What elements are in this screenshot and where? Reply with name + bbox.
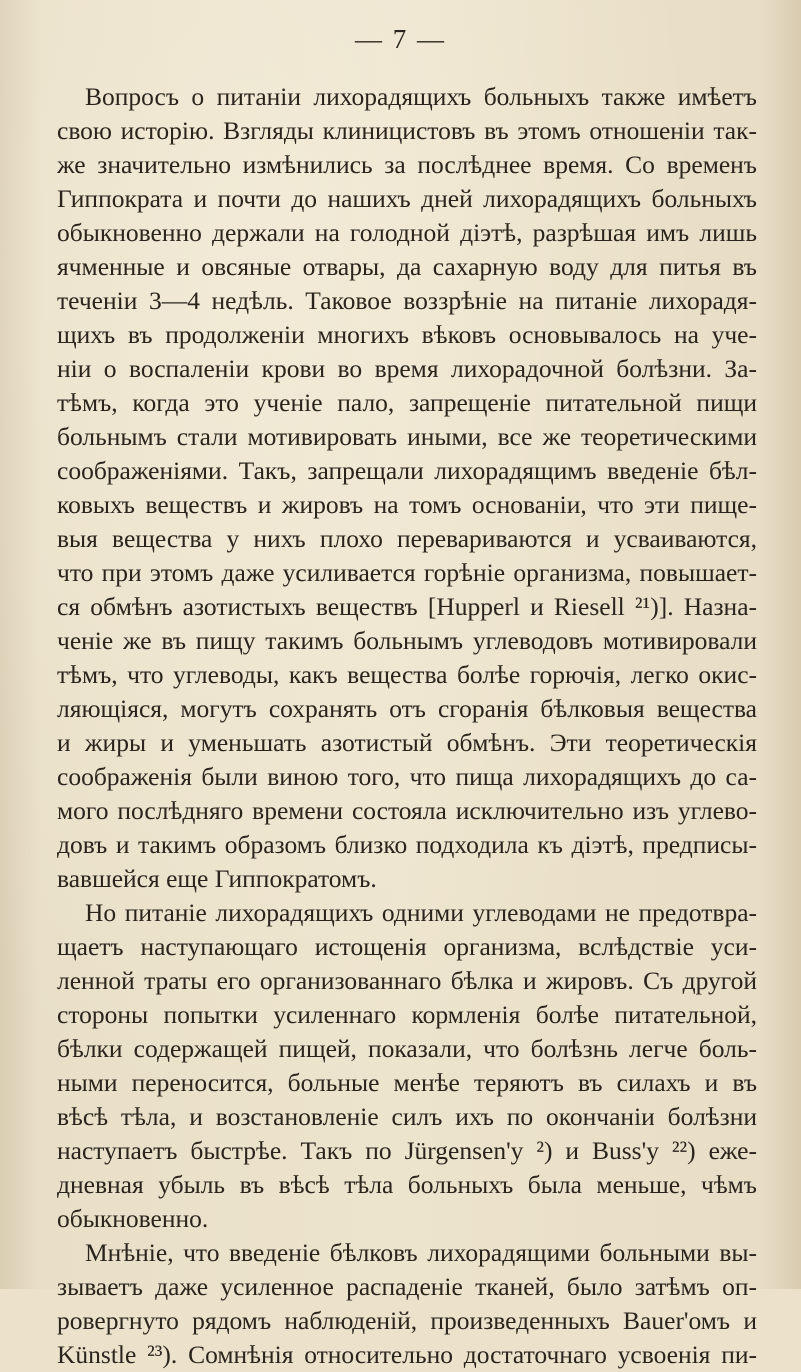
text-line: щихъ въ продолженіи многихъ вѣковъ основывалось на уче- (57, 320, 757, 349)
text-line: ровергнуто рядомъ наблюденій, произведенныхъ Bauer'омъ и (57, 1306, 757, 1335)
text-line: дневная убыль въ вѣсѣ тѣла больныхъ была меньше, чѣмъ (57, 1170, 757, 1199)
text-line: соображеніями. Такъ, запрещали лихорадящимъ введеніе бѣл- (57, 456, 757, 485)
text-line: довъ и такимъ образомъ близко подходила къ діэтѣ, предписы- (57, 830, 757, 859)
text-line: наступаетъ быстрѣе. Такъ по Jürgensen'у ²) и Buss'у ²²) еже- (57, 1136, 757, 1165)
text-line: Но питаніе лихорадящихъ одними углеводами не предотвра- (85, 898, 757, 927)
text-line: мого послѣдняго времени состояла исключительно изъ углево- (57, 796, 757, 825)
text-line: теченіи 3—4 недѣль. Таковое воззрѣніе на питаніе лихорадя- (57, 286, 757, 315)
text-line: больнымъ стали мотивировать иными, все же теоретическими (57, 422, 757, 451)
page-number: — 7 — (355, 24, 446, 54)
text-line: Künstle ²³). Сомнѣнія относительно достаточнаго усвоенія пи- (57, 1340, 757, 1369)
text-line: стороны попытки усиленнаго кормленія болѣе питательной, (57, 1000, 757, 1029)
text-line: тѣмъ, когда это ученіе пало, запрещеніе питательной пищи (57, 388, 757, 417)
text-line: соображенія были виною того, что пища лихорадящихъ до са- (57, 762, 757, 791)
text-line: и жиры и уменьшать азотистый обмѣнъ. Эти теоретическія (57, 728, 757, 757)
text-line: ленной траты его организованнаго бѣлка и жировъ. Съ другой (57, 966, 757, 995)
text-line: Мнѣніе, что введеніе бѣлковъ лихорадящими больными вы- (85, 1238, 757, 1267)
text-line: ными переносится, больные менѣе теряютъ въ силахъ и въ (57, 1068, 757, 1097)
text-line: ніи о воспаленіи крови во время лихорадочной болѣзни. За- (57, 354, 757, 383)
text-line: обыкновенно. (57, 1204, 209, 1233)
text-line: свою исторію. Взгляды клиницистовъ въ этомъ отношеніи так- (57, 116, 757, 145)
text-line: ченіе же въ пищу такимъ больнымъ углеводовъ мотивировали (57, 626, 757, 655)
text-line: же значительно измѣнились за послѣднее время. Со временъ (57, 150, 757, 179)
text-line: ся обмѣнъ азотистыхъ веществъ [Hupperl и Riesell ²¹)]. Назна- (57, 592, 757, 621)
body-text (57, 80, 757, 1372)
text-line: ковыхъ веществъ и жировъ на томъ основаніи, что эти пище- (57, 490, 757, 519)
text-line: зываетъ даже усиленное распаденіе тканей, было затѣмъ оп- (57, 1272, 757, 1301)
text-line: ляющіяся, могутъ сохранять отъ сгоранія бѣлковыя вещества (57, 694, 757, 723)
text-line: Гиппократа и почти до нашихъ дней лихорадящихъ больныхъ (57, 184, 757, 213)
text-line: ячменные и овсяные отвары, да сахарную воду для питья въ (57, 252, 757, 281)
text-line: вѣсѣ тѣла, и возстановленіе силъ ихъ по окончаніи болѣзни (57, 1102, 757, 1131)
text-line: вавшейся еще Гиппократомъ. (57, 864, 377, 893)
text-line: щаетъ наступающаго истощенія организма, вслѣдствіе уси- (57, 932, 757, 961)
text-line: Вопросъ о питаніи лихорадящихъ больныхъ также имѣетъ (85, 82, 757, 111)
text-line: бѣлки содержащей пищей, показали, что болѣзнь легче боль- (57, 1034, 757, 1063)
text-line: выя вещества у нихъ плохо перевариваются и усваиваются, (57, 524, 757, 553)
text-line: обыкновенно держали на голодной діэтѣ, разрѣшая имъ лишь (57, 218, 757, 247)
text-line: что при этомъ даже усиливается горѣніе организма, повышает- (57, 558, 757, 587)
text-line: тѣмъ, что углеводы, какъ вещества болѣе горючія, легко окис- (57, 660, 757, 689)
